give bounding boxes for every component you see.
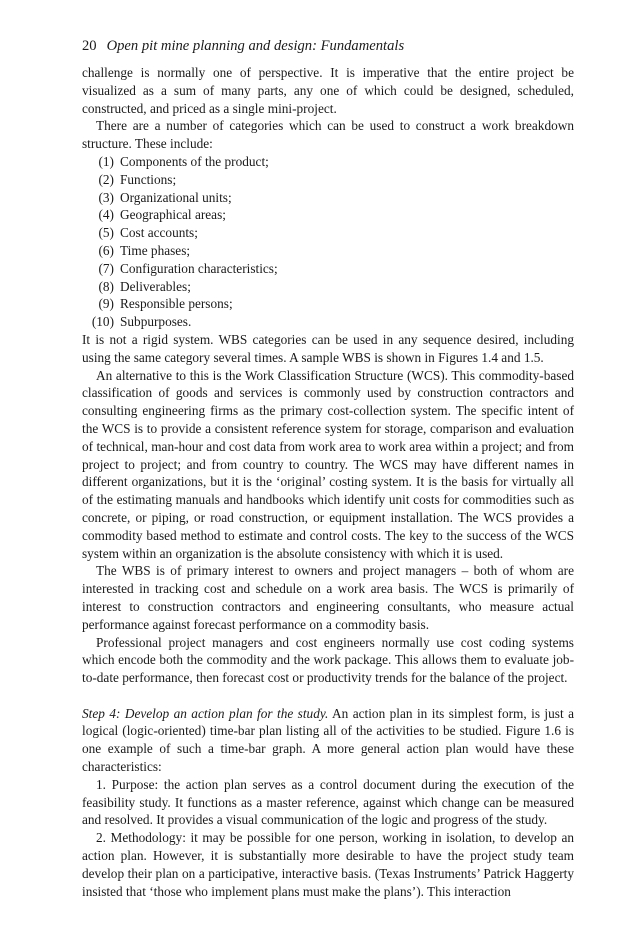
book-title: Open pit mine planning and design [106,38,313,54]
list-item-number: (10) [91,314,114,330]
page-number: 20 [82,38,97,54]
list-item [82,224,574,242]
list-item-text: Functions; [120,171,177,187]
list-item [82,242,574,260]
paragraph-purpose: 1. Purpose: the action plan serves as a control document during the execution of the feasibility study. It functions as a master reference, against which change can be measured and resolved. It provides a visual communication of the logic and progress of the study. [82,776,574,828]
list-item-text: Geographical areas; [120,207,226,223]
list-item [82,206,574,224]
list-item-number: (7) [98,260,114,276]
list-item [82,260,574,278]
step-4-paragraph [82,705,574,776]
list-item-text: Time phases; [120,242,191,258]
list-item-number: (5) [98,225,114,241]
list-item-number: (4) [98,207,114,223]
list-item [82,295,574,313]
paragraph-2: There are a number of categories which can be used to construct a work breakdown structure. These include: [82,118,574,152]
step-4-text: An action plan in its simplest form, is just a logical (logic-oriented) time-bar plan listing all of the activities to be studied. Figure 1.6 is one example of such a time-bar graph. A more general action plan would have these characteristics: [82,705,574,775]
list-item-number: (1) [98,153,114,169]
paragraph-3: It is not a rigid system. WBS categories can be used in any sequence desired, including using the same category several times. A sample WBS is shown in Figures 1.4 and 1.5. [82,331,574,365]
paragraph-4: An alternative to this is the Work Classification Structure (WCS). This commodity-based classification of goods and services is commonly used by construction contractors and consulting engineering firms as the primary cost-collection system. The specific intent of the WCS is to provide a consistent reference system for storage, comparison and evaluation of technical, man-hour and cost data from work area to work area within a project; and from project to project; and from country to country. The WCS may have different names in different organizations, but it is the ‘original’ costing system. It is the basis for virtually all of the estimating manuals and handbooks which identify unit costs for commodities such as concrete, or piping, or road construction, or equipment installation. The WCS provides a commodity based method to estimate and control costs. The key to the success of the WCS system within an organization is the absolute consistency with which it is used. [82,367,574,561]
list-item-text: Configuration characteristics; [120,260,278,276]
list-item-text: Subpurposes. [120,314,192,330]
book-subtitle: : Fundamentals [312,38,405,54]
paragraph-5: The WBS is of primary interest to owners and project managers – both of whom are interested in tracking cost and schedule on a work area basis. The WCS is primarily of interest to construction contractors and engineering consultants, who measure actual performance against forecast performance on a commodity basis. [82,563,574,632]
list-item-text: Deliverables; [120,278,191,294]
list-item-number: (6) [98,242,114,258]
wbs-category-list [82,153,574,331]
list-item-number: (9) [98,296,114,312]
list-item-text: Cost accounts; [120,225,198,241]
list-item-text: Responsible persons; [120,296,233,312]
list-item [82,153,574,171]
list-item [82,313,574,331]
list-item-number: (8) [98,278,114,294]
paragraph-1: challenge is normally one of perspective. It is imperative that the entire project be visualized as a sum of many parts, any one of which could be designed, scheduled, constructed, and priced as a single mini-project. [82,65,574,116]
list-item [82,278,574,296]
page [82,36,574,900]
list-item [82,171,574,189]
list-item-text: Organizational units; [120,189,232,205]
step-4-heading: Step 4: Develop an action plan for the study. [82,705,329,721]
section-gap [82,687,574,705]
list-item [82,189,574,207]
paragraph-6: Professional project managers and cost engineers normally use cost coding systems which encode both the commodity and the work package. This allows them to evaluate job-to-date performance, then forecast cost or productivity trends for the balance of the project. [82,634,574,686]
paragraph-methodology: 2. Methodology: it may be possible for one person, working in isolation, to develop an action plan. However, it is substantially more desirable to have the project study team develop their plan on a participative, interactive basis. (Texas Instruments’ Patrick Haggerty insisted that ‘those who implement plans must make the plans’). This interaction [82,830,574,899]
list-item-text: Components of the product; [120,153,269,169]
list-item-number: (2) [98,171,114,187]
running-head [82,36,574,56]
list-item-number: (3) [98,189,114,205]
